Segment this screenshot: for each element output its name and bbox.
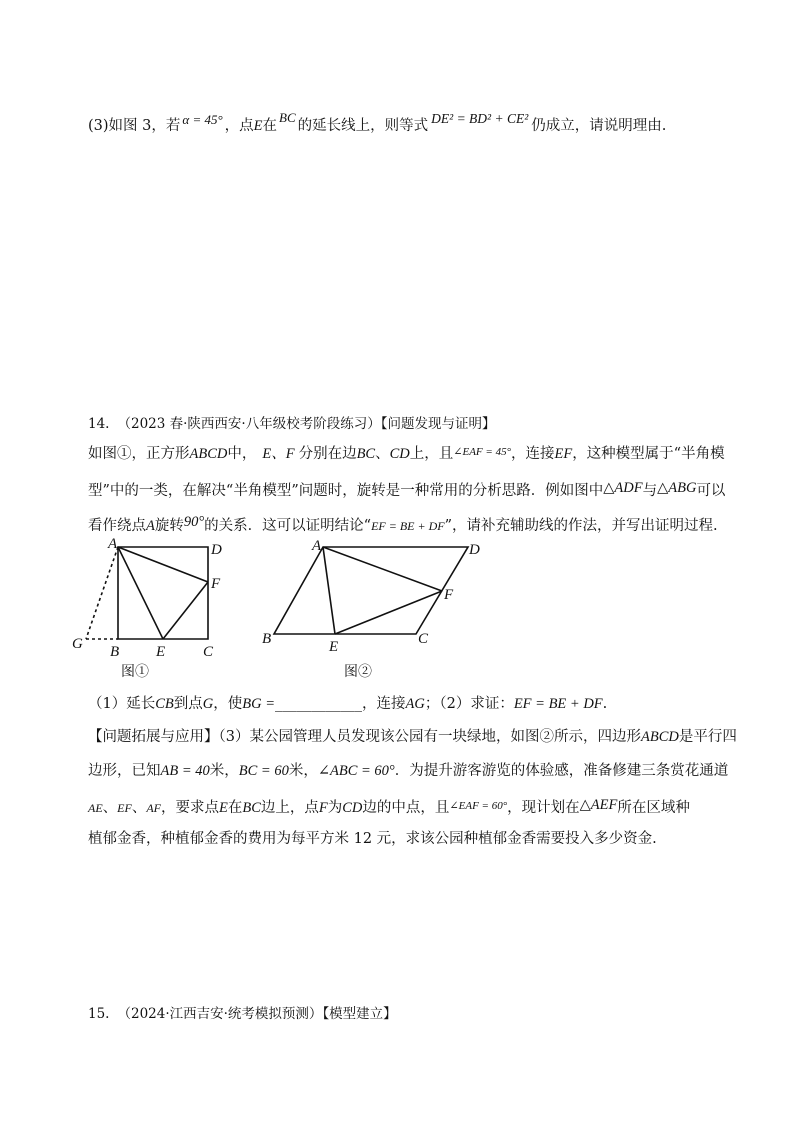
q14-tag2: 【问题拓展与应用】	[88, 729, 219, 745]
segment-ef	[335, 591, 442, 634]
q14-line2: 型”中的一类，在解决“半角模型”问题时，旋转是一种常用的分析思路．例如图中△ADF与△ABG可以	[88, 480, 726, 499]
figure2-caption: 图②	[344, 664, 372, 680]
q14-line1: 如图①，正方形ABCD中， E、F 分别在边BC、CD上，且$^{\angle EAF = 45^\circ}$，连接EF，这种模型属于“半角模	[88, 446, 725, 462]
label-a: A	[312, 538, 322, 554]
figure1-caption: 图①	[121, 664, 149, 680]
label-e: E	[329, 639, 339, 655]
q14-part3-line4: 植郁金香，种植郁金香的费用为每平方米 12 元，求该公园种植郁金香需要投入多少资金.	[88, 831, 657, 847]
segment-ae	[118, 547, 163, 639]
q15-tag: 【模型建立】	[322, 1006, 397, 1022]
segment-ae	[323, 547, 335, 634]
q13-part3-line: (3)如图 3，若 α = 45° ，点E在BC的延长线上，则等式 DE² = BD² + CE² 仍成立，请说明理由.	[88, 110, 667, 134]
label-d: D	[211, 542, 222, 558]
q14-part3-line1: 【问题拓展与应用】（3）某公园管理人员发现该公园有一块绿地，如图②所示，四边形ABCD是平行四	[88, 729, 737, 745]
label-c: C	[203, 644, 214, 660]
segment-af	[118, 547, 208, 582]
label-b: B	[262, 631, 272, 647]
segment-ef	[163, 582, 208, 639]
alpha-expression: α = 45°	[182, 112, 223, 127]
q15-header: 15. （2024·江西吉安·统考模拟预测）【模型建立】	[88, 1006, 397, 1022]
equation: DE² = BD² + CE²	[431, 111, 529, 126]
segment-ag-dashed	[86, 547, 118, 639]
figure-2	[256, 532, 496, 682]
label-a: A	[108, 536, 118, 552]
q14-line3: 看作绕点A旋转90°的关系．这可以证明结论“EF = BE + DF”，请补充辅助线的作法，并写出证明过程.	[88, 514, 718, 534]
answer-blank: ____________	[275, 696, 362, 712]
label-f: F	[444, 587, 454, 603]
q14-tag: 【问题发现与证明】	[380, 416, 496, 432]
label-b: B	[110, 644, 120, 660]
label-g: G	[72, 636, 83, 652]
figure-1	[66, 532, 231, 682]
segment-af	[323, 547, 442, 591]
label-e: E	[156, 644, 166, 660]
label-f: F	[211, 576, 221, 592]
square-abcd	[118, 547, 208, 639]
label-c: C	[418, 631, 429, 647]
q14-header: 14. （2023 春·陕西西安·八年级校考阶段练习）【问题发现与证明】	[88, 416, 496, 432]
q14-part3-line2: 边形，已知AB = 40米，BC = 60米，∠ABC = 60°．为提升游客游览的体验感，准备修建三条赏花通道	[88, 763, 729, 779]
label-d: D	[469, 542, 480, 558]
q14-parts-1-2: （1）延长CB到点G，使BG =____________，连接AG；（2）求证：EF = BE + DF.	[88, 696, 608, 712]
q14-part3-line3: AE、EF、AF，要求点E在BC边上，点F为CD边的中点，且$^{\angle EAF = 60^\circ}$，现计划在△AEF所在区域种	[88, 797, 690, 816]
